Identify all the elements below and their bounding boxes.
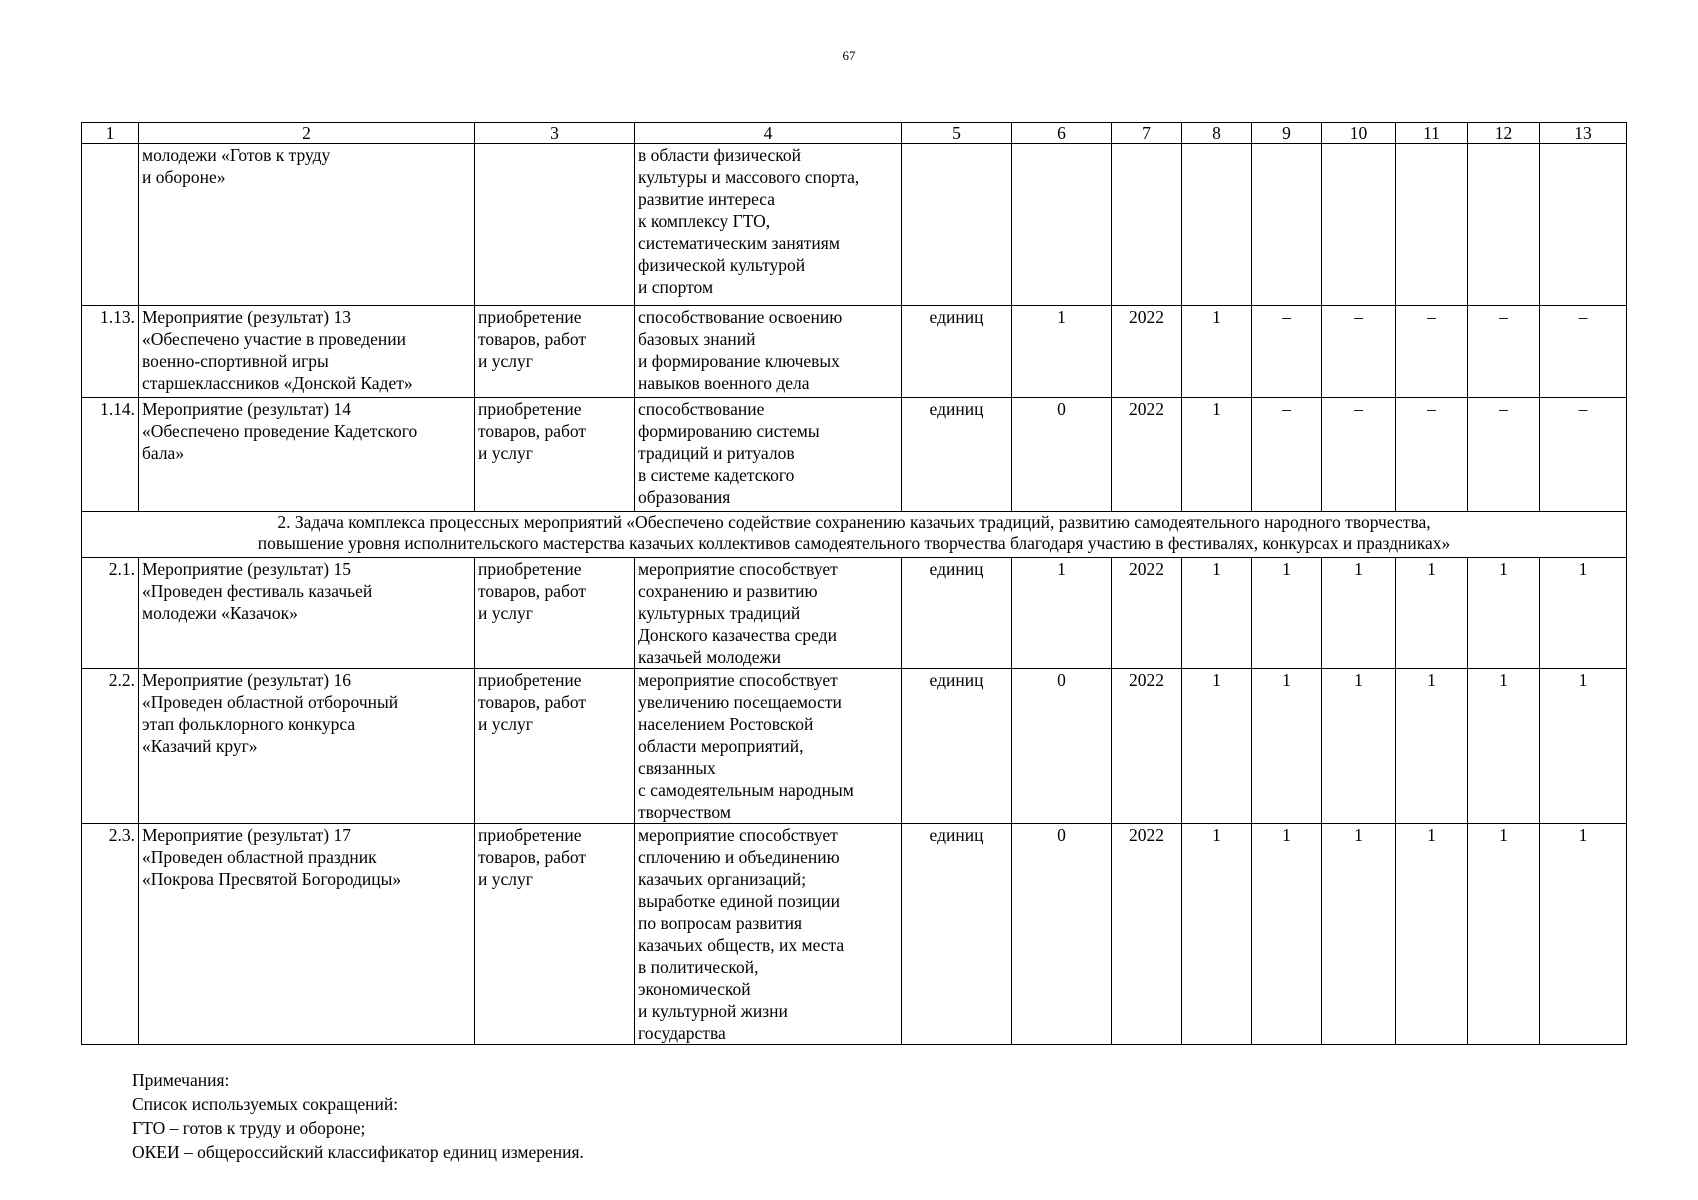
value-cell (1540, 144, 1627, 306)
abbreviation-okei: ОКЕИ – общероссийский классификатор единиц измерения. (132, 1142, 584, 1162)
value-cell: 1 (1182, 824, 1252, 1045)
row-number-cell: 2.3. (82, 824, 139, 1045)
measure-name-cell: молодежи «Готов к труду и обороне» (139, 144, 475, 306)
value-cell: 1 (1540, 558, 1627, 669)
value-cell: 1 (1252, 824, 1322, 1045)
value-cell (1396, 144, 1468, 306)
column-header: 9 (1252, 123, 1322, 144)
measure-effect-cell: мероприятие способствует сплочению и объединению казачьих организаций; выработке единой позиции по вопросам развития казачьих обществ, их места в политической, экономической и культурной жизни государства (635, 824, 902, 1045)
measure-effect-cell: мероприятие способствует увеличению посещаемости населением Ростовской области мероприятий, связанных с самодеятельным народным творчеством (635, 669, 902, 824)
abbreviation-gto: ГТО – готов к труду и обороне; (132, 1118, 366, 1138)
row-number-cell: 1.14. (82, 398, 139, 512)
notes-block (132, 1068, 584, 1164)
value-cell: 1 (1252, 558, 1322, 669)
base-value-cell: 0 (1012, 669, 1112, 824)
row-number-cell: 2.2. (82, 669, 139, 824)
column-header: 13 (1540, 123, 1627, 144)
table-row (82, 398, 1627, 512)
column-header: 7 (1112, 123, 1182, 144)
value-cell: 1 (1468, 558, 1540, 669)
column-header: 3 (475, 123, 635, 144)
column-header: 5 (902, 123, 1012, 144)
value-cell: 1 (1322, 824, 1396, 1045)
measure-type-cell: приобретение товаров, работ и услуг (475, 669, 635, 824)
base-value-cell (1012, 144, 1112, 306)
section-row (82, 512, 1627, 558)
table-row (82, 669, 1627, 824)
column-header: 8 (1182, 123, 1252, 144)
value-cell: 1 (1396, 824, 1468, 1045)
unit-cell (902, 144, 1012, 306)
value-cell (1182, 144, 1252, 306)
value-cell (1252, 144, 1322, 306)
value-cell: 1 (1182, 306, 1252, 398)
value-cell: – (1252, 398, 1322, 512)
table-row (82, 558, 1627, 669)
value-cell: 1 (1396, 558, 1468, 669)
value-cell: 1 (1540, 824, 1627, 1045)
base-value-cell: 1 (1012, 558, 1112, 669)
value-cell: – (1396, 306, 1468, 398)
value-cell: 1 (1182, 558, 1252, 669)
column-header: 2 (139, 123, 475, 144)
measure-effect-cell: в области физической культуры и массового спорта, развитие интереса к комплексу ГТО, систематическим занятиям физической культурой и спортом (635, 144, 902, 306)
column-header: 10 (1322, 123, 1396, 144)
unit-cell: единиц (902, 398, 1012, 512)
value-cell: – (1252, 306, 1322, 398)
row-number-cell (82, 144, 139, 306)
value-cell: – (1540, 398, 1627, 512)
value-cell (1322, 144, 1396, 306)
base-value-cell: 1 (1012, 306, 1112, 398)
value-cell (1468, 144, 1540, 306)
value-cell: – (1468, 306, 1540, 398)
value-cell: – (1396, 398, 1468, 512)
base-year-cell: 2022 (1112, 398, 1182, 512)
page-number: 67 (842, 48, 856, 63)
base-year-cell: 2022 (1112, 306, 1182, 398)
base-year-cell: 2022 (1112, 558, 1182, 669)
measure-effect-cell: способствование формированию системы традиций и ритуалов в системе кадетского образования (635, 398, 902, 512)
measure-type-cell: приобретение товаров, работ и услуг (475, 306, 635, 398)
measures-table (81, 122, 1627, 1045)
value-cell: 1 (1396, 669, 1468, 824)
measure-type-cell (475, 144, 635, 306)
column-header: 4 (635, 123, 902, 144)
measure-name-cell: Мероприятие (результат) 13 «Обеспечено участие в проведении военно-спортивной игры старшеклассников «Донской Кадет» (139, 306, 475, 398)
base-year-cell: 2022 (1112, 824, 1182, 1045)
column-header: 11 (1396, 123, 1468, 144)
row-number-cell: 1.13. (82, 306, 139, 398)
measure-name-cell: Мероприятие (результат) 16 «Проведен областной отборочный этап фольклорного конкурса «Казачий круг» (139, 669, 475, 824)
row-number-cell: 2.1. (82, 558, 139, 669)
measure-name-cell: Мероприятие (результат) 17 «Проведен областной праздник «Покрова Пресвятой Богородицы» (139, 824, 475, 1045)
value-cell: 1 (1468, 669, 1540, 824)
measure-name-cell: Мероприятие (результат) 15 «Проведен фестиваль казачьей молодежи «Казачок» (139, 558, 475, 669)
unit-cell: единиц (902, 558, 1012, 669)
abbreviations-title: Список используемых сокращений: (132, 1094, 399, 1114)
table-header-row (82, 123, 1627, 144)
table-row-continuation (82, 144, 1627, 306)
column-header: 12 (1468, 123, 1540, 144)
measure-name-cell: Мероприятие (результат) 14 «Обеспечено проведение Кадетского бала» (139, 398, 475, 512)
measure-effect-cell: способствование освоению базовых знаний и формирование ключевых навыков военного дела (635, 306, 902, 398)
measure-effect-cell: мероприятие способствует сохранению и развитию культурных традиций Донского казачества среди казачьей молодежи (635, 558, 902, 669)
value-cell: 1 (1252, 669, 1322, 824)
value-cell: – (1468, 398, 1540, 512)
value-cell: – (1322, 398, 1396, 512)
value-cell: – (1540, 306, 1627, 398)
notes-title: Примечания: (132, 1070, 230, 1090)
column-header: 6 (1012, 123, 1112, 144)
base-year-cell: 2022 (1112, 669, 1182, 824)
base-year-cell (1112, 144, 1182, 306)
value-cell: 1 (1468, 824, 1540, 1045)
value-cell: 1 (1182, 669, 1252, 824)
table-row (82, 824, 1627, 1045)
measure-type-cell: приобретение товаров, работ и услуг (475, 398, 635, 512)
base-value-cell: 0 (1012, 824, 1112, 1045)
unit-cell: единиц (902, 824, 1012, 1045)
column-header: 1 (82, 123, 139, 144)
value-cell: 1 (1322, 669, 1396, 824)
value-cell: 1 (1322, 558, 1396, 669)
table-row (82, 306, 1627, 398)
measure-type-cell: приобретение товаров, работ и услуг (475, 558, 635, 669)
value-cell: 1 (1182, 398, 1252, 512)
section-heading: 2. Задача комплекса процессных мероприятий «Обеспечено содействие сохранению казачьих традиций, развитию самодеятельного народного творчества, повышение уровня исполнительского мастерства казачьих коллективов самодеятельного творчества благодаря участию в фестивалях, конкурсах и праздниках» (82, 512, 1627, 558)
measure-type-cell: приобретение товаров, работ и услуг (475, 824, 635, 1045)
base-value-cell: 0 (1012, 398, 1112, 512)
value-cell: 1 (1540, 669, 1627, 824)
unit-cell: единиц (902, 306, 1012, 398)
unit-cell: единиц (902, 669, 1012, 824)
value-cell: – (1322, 306, 1396, 398)
